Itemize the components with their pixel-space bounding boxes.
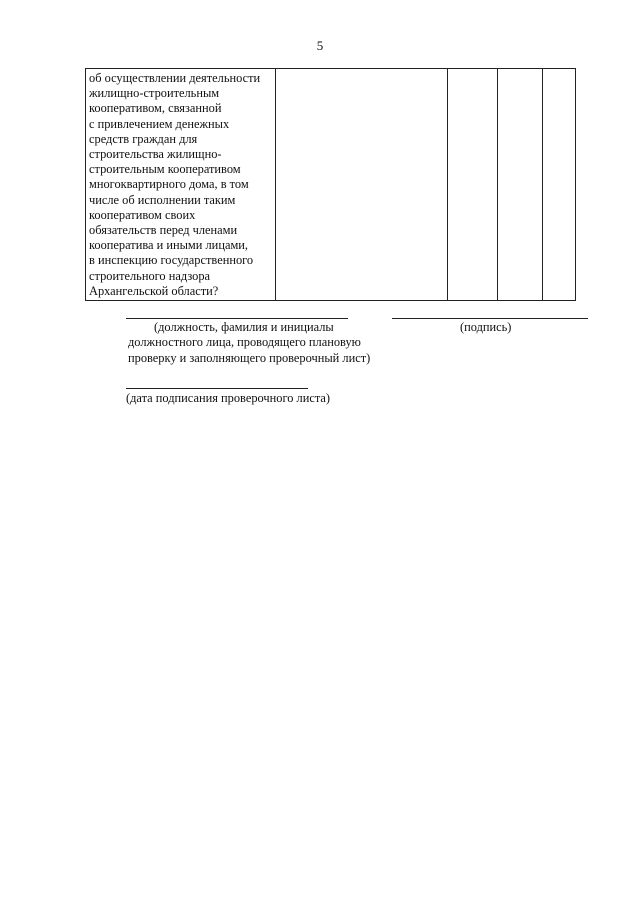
answer-no-cell[interactable] — [498, 69, 543, 301]
question-line: строительным кооперативом — [89, 162, 241, 177]
requirement-reference-cell[interactable] — [276, 69, 448, 301]
question-line: Архангельской области? — [89, 283, 219, 298]
question-line: с привлечением денежных — [89, 116, 230, 131]
question-line: кооператива и иными лицами, — [89, 238, 249, 253]
question-line: строительства жилищно- — [89, 147, 222, 162]
question-line: строительного надзора — [89, 268, 211, 283]
question-line: числе об исполнении таким — [89, 192, 236, 207]
date-line[interactable] — [126, 388, 308, 389]
question-line: обязательств перед членами — [89, 223, 238, 238]
page-number: 5 — [316, 38, 324, 53]
position-caption-line: (должность, фамилия и инициалы — [154, 320, 334, 334]
question-cell — [86, 69, 276, 301]
checklist-table — [85, 68, 576, 301]
question-line: жилищно-строительным — [89, 86, 220, 101]
date-caption: (дата подписания проверочного листа) — [126, 391, 331, 405]
position-signature-line[interactable] — [126, 318, 348, 319]
signature-line[interactable] — [392, 318, 588, 319]
answer-not-applicable-cell[interactable] — [543, 69, 576, 301]
question-line: об осуществлении деятельности — [89, 71, 261, 85]
question-line: в инспекцию государственного — [89, 253, 254, 268]
position-caption — [128, 320, 370, 366]
position-caption-line: проверку и заполняющего проверочный лист) — [128, 350, 371, 365]
answer-yes-cell[interactable] — [448, 69, 498, 301]
question-line: кооперативом своих — [89, 207, 196, 222]
question-line: кооперативом, связанной — [89, 101, 222, 116]
table-row — [86, 69, 576, 301]
question-line: многоквартирного дома, в том — [89, 177, 249, 192]
position-caption-line: должностного лица, проводящего плановую — [128, 335, 361, 350]
question-line: средств граждан для — [89, 131, 198, 146]
signature-caption: (подпись) — [460, 320, 512, 334]
